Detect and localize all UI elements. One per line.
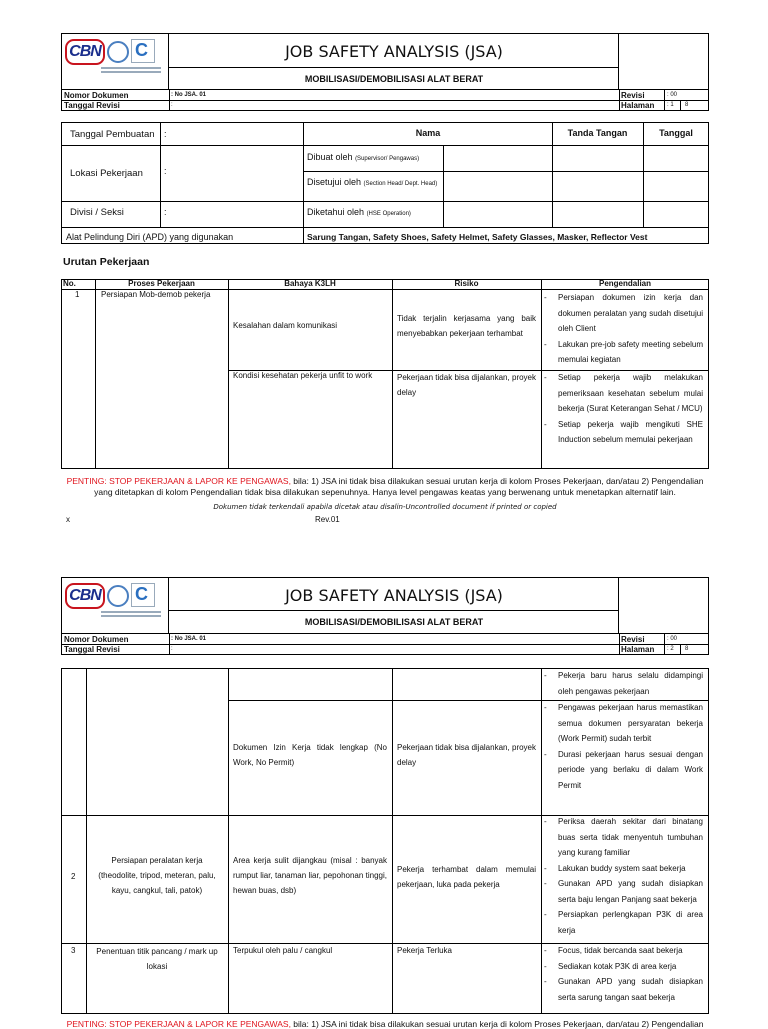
- company-logo: CBN: [65, 39, 105, 65]
- doc-number-label: Nomor Dokumen: [64, 635, 129, 644]
- document-title: JOB SAFETY ANALYSIS (JSA): [285, 42, 503, 61]
- divisi-label: Divisi / Seksi: [70, 207, 124, 218]
- page-total: 8: [685, 646, 689, 652]
- control-list: [542, 814, 703, 938]
- footer-rev: Rev.01: [315, 515, 340, 524]
- row-no: 1: [75, 290, 80, 299]
- row-risiko: Pekerja Terluka: [397, 946, 452, 955]
- revision-date-label: Tanggal Revisi: [64, 645, 120, 654]
- revision-date-label: Tanggal Revisi: [64, 101, 120, 110]
- doc-number-value: : No JSA. 01: [171, 636, 207, 642]
- revisi-value: : 00: [667, 92, 678, 98]
- col-bahaya: Bahaya K3LH: [284, 279, 336, 288]
- control-list: [542, 290, 703, 368]
- row-risiko: Pekerjaan tidak bisa dijalankan, proyek delay: [397, 743, 536, 767]
- dibuat-oleh-label: Dibuat oleh (Supervisor/ Pengawas): [307, 152, 420, 162]
- logo-cell: [61, 577, 169, 634]
- revision-date-value: :: [171, 646, 173, 652]
- uncontrolled-note: Dokumen tidak terkendali apabila dicetak atau disalin-Uncontrolled document if printed or copied: [213, 503, 557, 511]
- apd-label: Alat Pelindung Diri (APD) yang digunakan: [66, 232, 234, 242]
- logo-cell: [61, 33, 169, 90]
- penting-note: [61, 1019, 709, 1029]
- control-item: - Setiap pekerja wajib melakukan pemeriksaan kesehatan sebelum mulai bekerja (Surat Keterangan Sehat / MCU): [542, 370, 703, 417]
- nama-header: Nama: [415, 128, 441, 138]
- control-item: - Lakukan buddy system saat bekerja: [542, 861, 703, 877]
- footer-x: x: [66, 515, 70, 524]
- page-number: : 2: [667, 646, 674, 652]
- row-proses: Persiapan peralatan kerja (theodolite, tripod, meteran, palu, kayu, cangkul, tali, patok): [98, 856, 216, 895]
- control-item: - Persiapan dokumen izin kerja dan dokumen peralatan yang sudah disetujui oleh Client: [542, 290, 703, 337]
- control-item: - Pekerja baru harus selalu didampingi oleh pengawas pekerjaan: [542, 668, 703, 699]
- halaman-label: Halaman: [621, 645, 655, 654]
- control-item: - Durasi pekerjaan harus sesuai dengan periode yang berlaku di dalam Work Permit: [542, 747, 703, 794]
- doc-number-label: Nomor Dokumen: [64, 91, 129, 100]
- control-item: - Periksa daerah sekitar dari binatang buas serta tidak menyentuh tumbuhan yang kurang familiar: [542, 814, 703, 861]
- document-subtitle: MOBILISASI/DEMOBILISASI ALAT BERAT: [304, 74, 484, 84]
- control-item: - Focus, tidak bercanda saat bekerja: [542, 943, 703, 959]
- penting-line2: yang ditetapkan di kolom Pengendalian tidak bisa dilakukan sepenuhnya. Hanya level pengawas keatas yang berwenang untuk menetapkan alternatif lain.: [94, 487, 676, 497]
- lokasi-colon: :: [164, 166, 167, 176]
- company-logo: CBN: [65, 583, 105, 609]
- control-item: - Lakukan pre-job safety meeting sebelum memulai kegiatan: [542, 337, 703, 368]
- row-bahaya: Kesalahan dalam komunikasi: [233, 321, 338, 330]
- halaman-label: Halaman: [621, 101, 655, 110]
- row-risiko: Pekerjaan tidak bisa dijalankan, proyek delay: [397, 373, 536, 397]
- penting-warning: PENTING: STOP PEKERJAAN & LAPOR KE PENGAWAS,: [66, 1019, 291, 1029]
- apd-value: Sarung Tangan, Safety Shoes, Safety Helmet, Safety Glasses, Masker, Reflector Vest: [307, 232, 648, 242]
- row-no: 2: [71, 872, 76, 881]
- control-list: [542, 668, 703, 699]
- row-bahaya: Area kerja sulit dijangkau (misal : banyak rumput liar, tanaman liar, pepohonan tinggi, hewan buas, dsb): [233, 856, 387, 895]
- page-total: 8: [685, 102, 689, 108]
- divisi-colon: :: [164, 207, 167, 217]
- row-bahaya: Kondisi kesehatan pekerja unfit to work: [233, 371, 373, 380]
- revisi-value: : 00: [667, 636, 678, 642]
- col-no: No.: [63, 279, 76, 288]
- row-risiko: Tidak terjalin kerjasama yang baik menyebabkan pekerjaan terhambat: [397, 314, 536, 338]
- tanggal-pembuatan-label: Tanggal Pembuatan: [70, 129, 155, 140]
- row-proses: Penentuan titik pancang / mark up lokasi: [96, 947, 218, 971]
- tanda-tangan-header: Tanda Tangan: [567, 128, 628, 138]
- penting-text: PENTING: STOP PEKERJAAN & LAPOR KE PENGAWAS, bila: 1) JSA ini tidak bisa dilakukan sesuai urutan kerja di kolom Proses Pekerjaan, dan/atau 2) Pengendalian: [66, 1019, 704, 1029]
- control-item: - Sediakan kotak P3K di area kerja: [542, 959, 703, 975]
- revisi-label: Revisi: [621, 635, 645, 644]
- col-pengendalian: Pengendalian: [598, 279, 651, 288]
- tanggal-header: Tanggal: [659, 128, 693, 138]
- row-proses: Persiapan Mob-demob pekerja: [101, 290, 211, 299]
- tanggal-pembuatan-colon: :: [164, 129, 167, 139]
- c-logo-icon: C: [131, 39, 155, 63]
- control-list: [542, 943, 703, 1005]
- row-bahaya: Terpukul oleh palu / cangkul: [233, 946, 333, 955]
- revision-date-value: :: [171, 102, 173, 108]
- document-title: JOB SAFETY ANALYSIS (JSA): [285, 586, 503, 605]
- page-number: : 1: [667, 102, 674, 108]
- c-logo-icon: C: [131, 583, 155, 607]
- row-no: 3: [71, 946, 76, 955]
- control-item: - Gunakan APD yang sudah disiapkan serta baju lengan Panjang saat bekerja: [542, 876, 703, 907]
- row-bahaya: Dokumen Izin Kerja tidak lengkap (No Work, No Permit): [233, 743, 387, 767]
- penting-note: [61, 476, 709, 498]
- diketahui-oleh-label: Diketahui oleh (HSE Operation): [307, 207, 411, 217]
- doc-number-value: : No JSA. 01: [171, 92, 207, 98]
- control-list: [542, 700, 703, 793]
- col-proses: Proses Pekerjaan: [128, 279, 195, 288]
- urutan-pekerjaan-title: Urutan Pekerjaan: [63, 256, 150, 268]
- penting-warning: PENTING: STOP PEKERJAAN & LAPOR KE PENGAWAS,: [66, 476, 291, 486]
- globe-logo-icon: [107, 41, 129, 63]
- control-list: [542, 370, 703, 448]
- penting-line1: bila: 1) JSA ini tidak bisa dilakukan sesuai urutan kerja di kolom Proses Pekerjaan, dan/atau 2) Pengendalian: [290, 476, 704, 486]
- control-item: - Pengawas pekerjaan harus memastikan semua dokumen persyaratan bekerja (Work Permit) sudah terbit: [542, 700, 703, 747]
- revisi-label: Revisi: [621, 91, 645, 100]
- control-item: - Setiap pekerja wajib mengikuti SHE Induction sebelum memulai pekerjaan: [542, 417, 703, 448]
- row-risiko: Pekerja terhambat dalam memulai pekerjaan, luka pada pekerja: [397, 865, 536, 889]
- lokasi-label: Lokasi Pekerjaan: [70, 168, 143, 179]
- col-risiko: Risiko: [454, 279, 479, 288]
- control-item: - Gunakan APD yang sudah disiapkan serta sarung tangan saat bekerja: [542, 974, 703, 1005]
- disetujui-oleh-label: Disetujui oleh (Section Head/ Dept. Head): [307, 177, 438, 187]
- control-item: - Persiapkan perlengkapan P3K di area kerja: [542, 907, 703, 938]
- globe-logo-icon: [107, 585, 129, 607]
- document-subtitle: MOBILISASI/DEMOBILISASI ALAT BERAT: [304, 617, 484, 627]
